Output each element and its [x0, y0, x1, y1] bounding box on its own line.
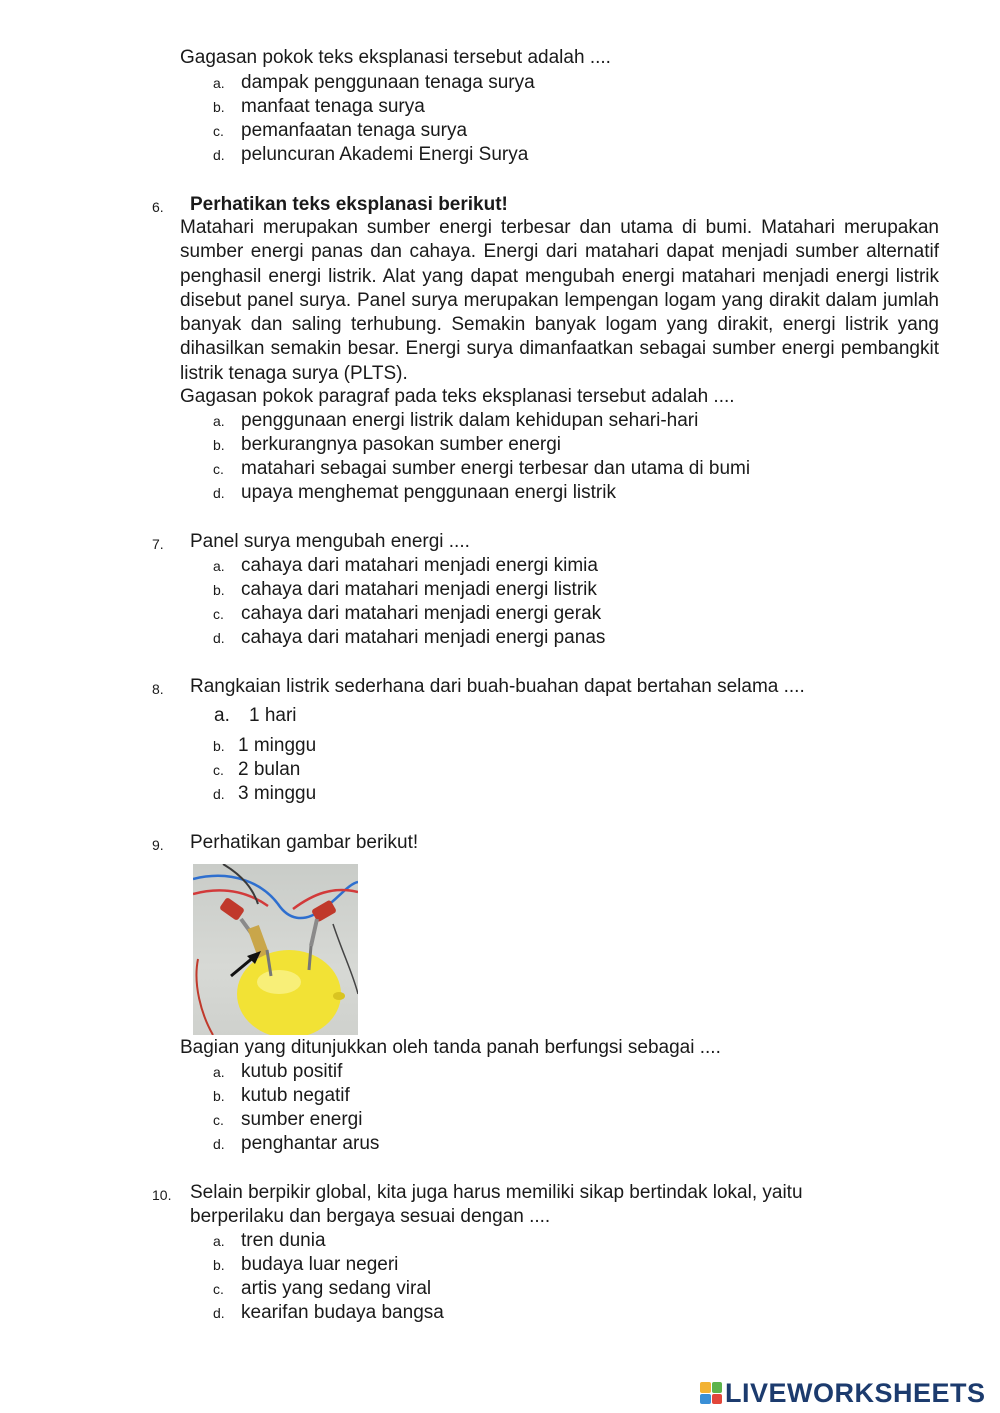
option-text: upaya menghemat penggunaan energi listrik	[241, 482, 616, 503]
option-text: manfaat tenaga surya	[241, 96, 425, 117]
option-letter: d.	[213, 1305, 225, 1321]
option-text: kutub positif	[241, 1061, 343, 1082]
option-text: cahaya dari matahari menjadi energi kimia	[241, 555, 598, 576]
q8-stem: Rangkaian listrik sederhana dari buah-buahan dapat bertahan selama ....	[190, 676, 805, 697]
option-letter: b.	[213, 738, 225, 754]
option-letter: d.	[213, 147, 225, 163]
logo-square-4	[712, 1394, 723, 1405]
logo-text: LIVEWORKSHEETS	[725, 1377, 986, 1408]
q6-title: Perhatikan teks eksplanasi berikut!	[190, 194, 508, 215]
q5-stem: Gagasan pokok teks eksplanasi tersebut adalah ....	[180, 47, 611, 68]
option-text: matahari sebagai sumber energi terbesar dan utama di bumi	[241, 458, 751, 479]
q9-stem: Perhatikan gambar berikut!	[190, 832, 419, 853]
q10-stem-line2: berperilaku dan bergaya sesuai dengan ....	[190, 1206, 551, 1227]
liveworksheets-logo[interactable]	[700, 1377, 986, 1409]
option-text: kutub negatif	[241, 1085, 350, 1106]
option-letter: d.	[213, 485, 225, 501]
option-text: pemanfaatan tenaga surya	[241, 120, 468, 141]
q6-stem: Gagasan pokok paragraf pada teks eksplanasi tersebut adalah ....	[180, 386, 735, 407]
option-text: cahaya dari matahari menjadi energi panas	[241, 627, 606, 648]
option-letter: c.	[213, 762, 224, 778]
option-text: tren dunia	[241, 1230, 326, 1251]
option-text: penggunaan energi listrik dalam kehidupan sehari-hari	[241, 410, 699, 431]
option-text: dampak penggunaan tenaga surya	[241, 72, 535, 93]
option-letter: a.	[213, 1233, 225, 1249]
option-text: cahaya dari matahari menjadi energi listrik	[241, 579, 597, 600]
q6-passage: Matahari merupakan sumber energi terbesar dan utama di bumi. Matahari merupakan sumber energi panas dan cahaya. Energi dari matahari dapat menjadi sumber alternatif penghasil energi listrik. Alat yang dapat mengubah energi matahari menjadi energi listrik disebut panel surya. Panel surya merupakan lempengan logam yang dirakit dalam jumlah banyak dan saling terhubung. Semakin banyak logam yang dirakit, energi listrik yang dihasilkan semakin besar. Energi surya dimanfaatkan sebagai sumber energi pembangkit listrik tenaga surya (PLTS).	[180, 217, 939, 384]
logo-square-1	[700, 1382, 711, 1393]
q10-number: 10.	[152, 1187, 172, 1203]
q7-number: 7.	[152, 536, 164, 552]
option-letter: d.	[213, 630, 225, 646]
option-letter: c.	[213, 1281, 224, 1297]
option-letter: d.	[213, 786, 225, 802]
option-text: cahaya dari matahari menjadi energi gerak	[241, 603, 602, 624]
logo-square-2	[712, 1382, 723, 1393]
option-text: berkurangnya pasokan sumber energi	[241, 434, 562, 455]
option-letter: b.	[213, 582, 225, 598]
logo-mark-icon	[700, 1382, 722, 1404]
q9-number: 9.	[152, 837, 164, 853]
q8-number: 8.	[152, 681, 164, 697]
option-letter: a.	[213, 75, 225, 91]
option-text: 2 bulan	[238, 759, 301, 780]
option-letter: b.	[213, 1257, 225, 1273]
option-text: sumber energi	[241, 1109, 363, 1130]
option-letter: a.	[213, 1064, 225, 1080]
option-letter: b.	[213, 99, 225, 115]
option-letter: c.	[213, 461, 224, 477]
option-letter: a.	[213, 413, 225, 429]
option-letter: a.	[213, 558, 225, 574]
option-letter: d.	[213, 1136, 225, 1152]
option-text: artis yang sedang viral	[241, 1278, 432, 1299]
logo-square-3	[700, 1394, 711, 1405]
option-text: 3 minggu	[238, 783, 317, 804]
option-text: budaya luar negeri	[241, 1254, 399, 1275]
option-text: 1 hari	[249, 705, 297, 726]
q7-stem: Panel surya mengubah energi ....	[190, 531, 470, 552]
option-letter: c.	[213, 123, 224, 139]
option-text: 1 minggu	[238, 735, 317, 756]
option-letter: b.	[213, 1088, 225, 1104]
option-text: kearifan budaya bangsa	[241, 1302, 444, 1323]
q6-number: 6.	[152, 199, 164, 215]
q9-question: Bagian yang ditunjukkan oleh tanda panah berfungsi sebagai ....	[180, 1037, 721, 1058]
option-letter: c.	[213, 606, 224, 622]
option-letter: c.	[213, 1112, 224, 1128]
option-text: penghantar arus	[241, 1133, 380, 1154]
lemon-battery-photo	[193, 864, 358, 1035]
option-letter: a.	[214, 705, 230, 726]
lemon-battery-illustration	[193, 864, 358, 1035]
option-letter: b.	[213, 437, 225, 453]
q10-stem-line1: Selain berpikir global, kita juga harus memiliki sikap bertindak lokal, yaitu	[190, 1182, 803, 1203]
option-text: peluncuran Akademi Energi Surya	[241, 144, 529, 165]
